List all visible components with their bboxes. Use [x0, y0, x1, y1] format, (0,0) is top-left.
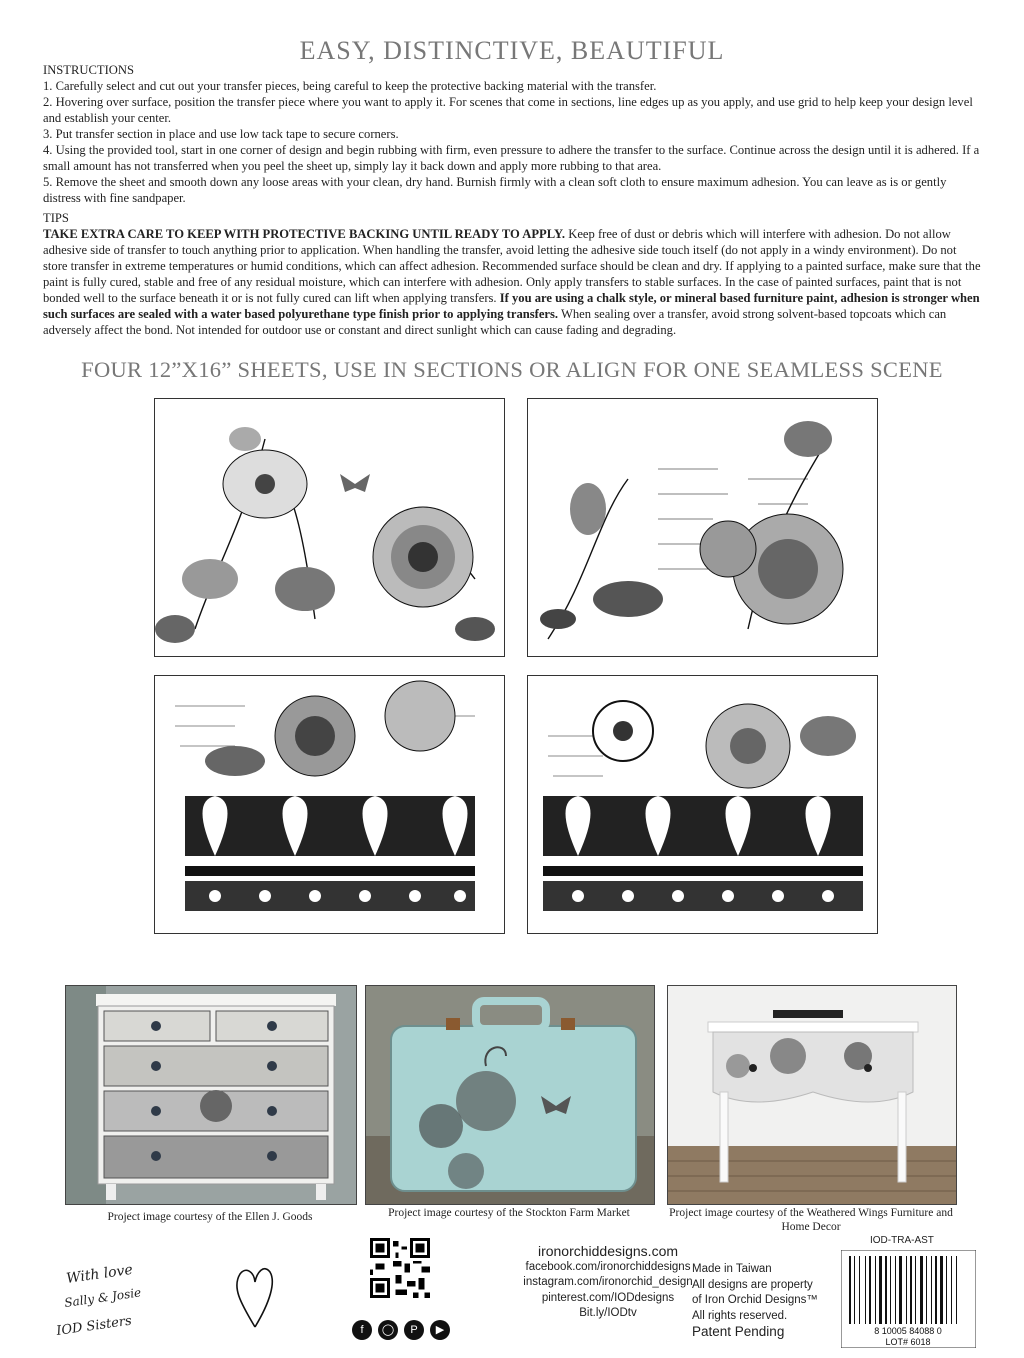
barcode-bar: [899, 1256, 902, 1324]
barcode-bar: [849, 1256, 851, 1324]
floral-illustration-2: [528, 399, 877, 656]
tips-bold-2: If you are using a chalk style, or mineral based furniture paint, adhesion is stronger when such surfaces are sealed with a water based polyurethane type finish prior to applying transfers.: [43, 291, 980, 321]
floral-lace-illustration-1: [155, 676, 504, 933]
tips-text-2: When sealing over a transfer, avoid strong solvent-based topcoats which can adversely affect the bond. Not intended for outdoor use or constant and direct sunlight which can cause fading and degrading.: [43, 307, 947, 337]
instagram-icon[interactable]: ◯: [378, 1320, 398, 1340]
barcode-bar: [940, 1256, 943, 1324]
tips-text-1: Keep free of dust or debris which will interfere with adhesion. Do not allow adhesive side of transfer to touch anything prior to application. When handling the transfer, avoid letting the adhesive side touch itself (do not apply in a windy environment). Do not store transfer in extreme temperatures or humid conditions, which can affect adhesion. Recommended surface should be clean and dry. If applying to a painted surface, make sure that the paint is fully cured, stable and free of any residual moisture, which can interfere with adhesion. Only apply transfers to stable surfaces. In the case of painted surfaces, paint that is not bonded well to the surface beneath it or is not fully cured can lift when applying transfers.: [43, 227, 981, 305]
barcode-bar: [910, 1256, 912, 1324]
barcode-bar: [915, 1256, 916, 1324]
barcode-bar: [875, 1256, 876, 1324]
barcode-bar: [869, 1256, 871, 1324]
barcode-bar: [946, 1256, 947, 1324]
footer-links: [498, 1244, 718, 1322]
project-photo-dresser: [65, 985, 357, 1205]
barcode-bar: [895, 1256, 896, 1324]
barcode: [841, 1250, 976, 1348]
product-info: [692, 1262, 832, 1340]
rights-line: All rights reserved.: [692, 1309, 788, 1322]
barcode-bar: [859, 1256, 860, 1324]
instruction-step-1: 1. Carefully select and cut out your transfer pieces, being careful to keep the protective backing material with the transfer.: [43, 79, 657, 93]
caption-console-table: Project image courtesy of the Weathered Wings Furniture and Home Decor: [669, 1207, 953, 1233]
caption-suitcase: Project image courtesy of the Stockton Farm Market: [388, 1207, 630, 1219]
barcode-bar: [935, 1256, 937, 1324]
barcode-bar: [951, 1256, 952, 1324]
barcode-bar: [920, 1256, 923, 1324]
instruction-step-4: 4. Using the provided tool, start in one corner of design and begin rubbing with firm, even pressure to adhere the transfer to the surface. Continue across the design until it is adhered. If a small amount has not transferred when you peel the sheet up, simply lay it back down and apply more rubbing to that area.: [43, 143, 980, 173]
instruction-step-2: 2. Hovering over surface, position the transfer piece where you want to apply it. For scenes that come in sections, line edges up as you apply, and use grid to help keep your design level and establish your center.: [43, 95, 973, 125]
signature-handwriting: [55, 1255, 185, 1345]
instructions-section: [43, 62, 983, 206]
qr-code-icon[interactable]: [370, 1238, 430, 1298]
barcode-bar: [885, 1256, 887, 1324]
sku-label: IOD-TRA-AST: [870, 1235, 934, 1246]
transfer-sheet-4: [527, 675, 878, 934]
barcode-bar: [931, 1256, 932, 1324]
tips-title: TIPS: [43, 211, 69, 225]
barcode-bar: [879, 1256, 882, 1324]
barcode-bar: [854, 1256, 855, 1324]
signature-line-1: With love: [65, 1261, 134, 1287]
tips-body: [43, 226, 983, 338]
youtube-icon[interactable]: ▶: [430, 1320, 450, 1340]
project-photo-console-table: [667, 985, 957, 1205]
property-line-1: All designs are property: [692, 1278, 813, 1291]
transfer-sheet-3: [154, 675, 505, 934]
website-link[interactable]: ironorchiddesigns.com: [537, 1243, 679, 1259]
made-in: Made in Taiwan: [692, 1263, 772, 1275]
pinterest-link[interactable]: pinterest.com/IODdesigns: [541, 1291, 675, 1304]
signature-line-2: Sally & Josie: [63, 1285, 142, 1310]
project-photo-suitcase: [365, 985, 655, 1205]
signature-line-3: IOD Sisters: [55, 1313, 133, 1339]
dresser-image: [66, 986, 356, 1204]
caption-dresser: Project image courtesy of the Ellen J. Goods: [107, 1211, 313, 1223]
barcode-bar: [906, 1256, 907, 1324]
facebook-icon[interactable]: f: [352, 1320, 372, 1340]
heart-icon: [230, 1262, 280, 1332]
transfer-sheet-1: [154, 398, 505, 657]
lot-number: LOT# 6018: [885, 1337, 931, 1347]
floral-lace-illustration-2: [528, 676, 877, 933]
sheets-title: FOUR 12”X16” SHEETS, USE IN SECTIONS OR ALIGN FOR ONE SEAMLESS SCENE: [81, 357, 943, 382]
barcode-bar: [865, 1256, 866, 1324]
signature: [55, 1255, 185, 1345]
transfer-sheet-2: [527, 398, 878, 657]
tips-bold-1: TAKE EXTRA CARE TO KEEP WITH PROTECTIVE BACKING UNTIL READY TO APPLY.: [43, 227, 566, 241]
page-heading: EASY, DISTINCTIVE, BEAUTIFUL: [299, 36, 725, 65]
facebook-link[interactable]: facebook.com/ironorchiddesigns: [525, 1260, 691, 1273]
property-line-2: of Iron Orchid Designs™: [692, 1294, 818, 1306]
suitcase-image: [366, 986, 654, 1204]
barcode-bars: [841, 1250, 976, 1348]
pinterest-icon[interactable]: P: [404, 1320, 424, 1340]
barcode-bar: [890, 1256, 891, 1324]
barcode-bar: [926, 1256, 927, 1324]
barcode-bar: [956, 1256, 957, 1324]
instagram-link[interactable]: instagram.com/ironorchid_design: [523, 1276, 693, 1288]
youtube-link[interactable]: Bit.ly/IODtv: [579, 1307, 637, 1319]
patent-pending: Patent Pending: [692, 1324, 785, 1339]
instruction-step-5: 5. Remove the sheet and smooth down any loose areas with your clean, dry hand. Burnish firmly with a clean soft cloth to ensure maximum adhesion. You can leave as is or gently distress with fine sandpaper.: [43, 175, 947, 205]
floral-illustration-1: [155, 399, 504, 656]
barcode-digits: 8 10005 84088 0: [874, 1326, 942, 1336]
instructions-title: INSTRUCTIONS: [43, 63, 134, 77]
tips-section: [43, 210, 983, 338]
console-table-image: [668, 986, 956, 1204]
instruction-step-3: 3. Put transfer section in place and use low tack tape to secure corners.: [43, 127, 399, 141]
